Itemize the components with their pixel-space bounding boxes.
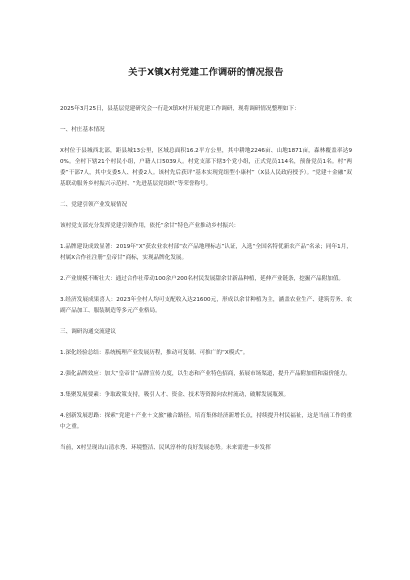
intro-paragraph: 2025年3月25日，县基层党建研究会一行赴X镇X村开展党建工作调研，现将调研情况整理如下： (60, 106, 300, 112)
section-2-paragraph-3: 2.产业规模不断壮大：通过合作社带动100余户200名村民发展甜余甘新品种植，延伸产业链条，挖掘产品附加值。 (60, 276, 345, 282)
section-2-paragraph-1: 该村党支部充分发挥党建引领作用，依托“余甘”特色产业推动乡村振兴： (60, 223, 240, 229)
section-3-paragraph-1: 1.深化经验总结：系统梳理产业发展历程，推动可复制、可推广的“X模式”。 (60, 350, 249, 356)
section-2-paragraph-2: 1.品牌建设成效显著：2019年“X”获农业农村部“农产品地理标志”认证，入选“全国名特优新农产品”名录；同年1月，村属X合作社注册“皇帝甘”商标，实现品牌化发展。 (60, 244, 352, 261)
section-heading-3: 三、调研沟通交流建议 (60, 329, 116, 335)
section-heading-1: 一、村庄基本情况 (60, 127, 105, 133)
page-title: 关于X镇X村党建工作调研的情况报告 (128, 67, 284, 78)
section-2-paragraph-4: 3.经济发展成果喜人：2023年全村人均可支配收入达21600元，形成以余甘种植为主，涵盖农业生产、建筑劳务、农副产品加工、服装制造等多元产业格局。 (60, 297, 352, 314)
section-3-paragraph-3: 3.集聚发展要素：争取政策支持，吸引人才、资金、技术等资源向农村流动，破解发展瓶颈。 (60, 392, 290, 398)
section-1-paragraph-1: X村位于县城西北部，距县城13公里，区域总面积16.2平方公里，其中耕地2246亩、山地1871亩，森林覆盖率达90%。全村下辖21个村民小组，户籍人口5039人。村党支部下辖3个党小组，正式党员114名，预备党员1名。村“两委”干部7人，其中支委5人、村委2人。该村先后获评“基本实现党组型小康村”（X县人民政府授予）。“党建＋金融”双基联动服务乡村振兴示范村、“先进基层党组织”等荣誉称号。 (60, 148, 352, 187)
section-3-paragraph-4: 4.创新发展思路：探索“党建＋产业＋文旅”融合路径，培育集体经济新增长点，持续提升村民福祉，这是当前工作的重中之重。 (60, 413, 352, 430)
section-heading-2: 二、党建引领产业发展情况 (60, 202, 128, 208)
closing-paragraph: 当前，X村呈现出山清水秀、环境整洁、民风淳朴的良好发展态势。未来需进一步发挥 (60, 445, 271, 451)
section-3-paragraph-2: 2.强化品牌效应：加大“皇帝甘”品牌宣传力度，以生态和产业特色招商，拓展市场渠道，提升产品附加值和溢价能力。 (60, 371, 351, 377)
